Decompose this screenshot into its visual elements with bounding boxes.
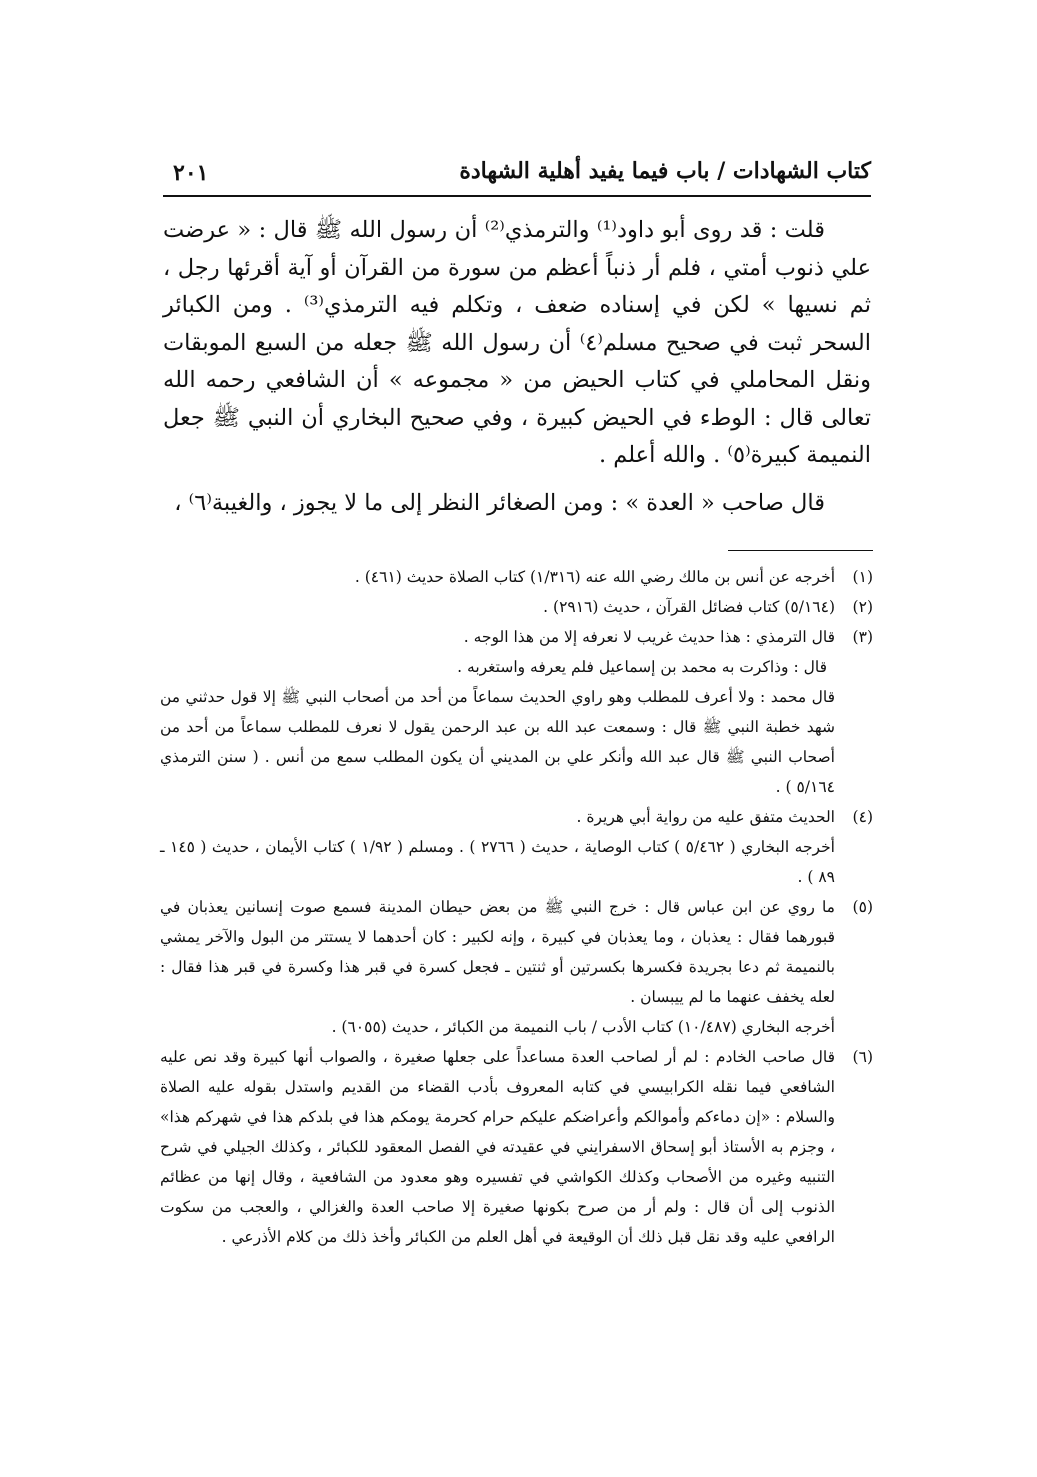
footnote-line: (٥/١٦٤) كتاب فضائل القرآن ، حديث (٢٩١٦) . [543,598,835,616]
footnote-number: (٢) [852,598,873,616]
footnote-line: قال : وذاكرت به محمد بن إسماعيل فلم يعرفه واستغربه . [457,658,827,676]
footnotes [160,562,873,1252]
page-number: ٢٠١ [173,160,209,186]
footnote-4 [160,802,873,892]
main-paragraph: قلت : قد روى أبو داود⁽¹⁾ والترمذي⁽²⁾ أن رسول الله ﷺ قال : « عرضت علي ذنوب أمتي ، فلم أر ذنباً أعظم من سورة من القرآن أو آية أقرئها رجل ، ثم نسيها » لكن في إسناده ضعف ، وتكلم فيه الترمذي⁽³⁾ . ومن الكبائر السحر ثبت في صحيح مسلم⁽٤⁾ أن رسول الله ﷺ جعله من السبع الموبقات ونقل المحاملي في كتاب الحيض من « مجموعه » أن الشافعي رحمه الله تعالى قال : الوطء في الحيض كبيرة ، وفي صحيح البخاري أن النبي ﷺ جعل النميمة كبيرة⁽٥⁾ . والله أعلم . [163,217,871,468]
footnote-line: أخرجه عن أنس بن مالك رضي الله عنه (١/٣١٦) كتاب الصلاة حديث (٤٦١) . [354,568,835,586]
main-paragraph: قال صاحب « العدة » : ومن الصغائر النظر إلى ما لا يجوز ، والغيبة⁽٦⁾ ، [174,489,825,516]
footnote-line: قال الترمذي : هذا حديث غريب لا نعرفه إلا من هذا الوجه . [463,628,835,646]
footnote-line: قال محمد : ولا أعرف للمطلب وهو راوي الحديث سماعاً من أحد من أصحاب النبي ﷺ إلا قول حدثني من شهد خطبة النبي ﷺ قال : وسمعت عبد الله بن عبد الرحمن يقول لا نعرف للمطلب سماعاً من أحد من أصحاب النبي ﷺ قال عبد الله وأنكر علي بن المديني أن يكون المطلب سمع من أنس . ( سنن الترمذي ٥/١٦٤ ) . [160,688,835,796]
footnote-number: (٤) [852,808,873,826]
footnote-3 [160,622,873,802]
footnote-line: أخرجه البخاري (١٠/٤٨٧) كتاب الأدب / باب النميمة من الكبائر ، حديث (٦٠٥٥) . [331,1018,835,1036]
footnote-2 [160,592,873,622]
footnote-6 [160,1042,873,1252]
chapter-title: كتاب الشهادات / باب فيما يفيد أهلية الشهادة [459,158,871,184]
footnote-separator [728,550,873,551]
footnote-number: (٥) [852,898,873,916]
footnote-line: الحديث متفق عليه من رواية أبي هريرة . [576,808,835,826]
footnote-1 [160,562,873,592]
footnote-5 [160,892,873,1042]
footnote-line: ما روي عن ابن عباس قال : خرج النبي ﷺ من بعض حيطان المدينة فسمع صوت إنسانين يعذبان في قبورهما فقال : يعذبان ، وما يعذبان في كبيرة ، وإنه لكبير : كان أحدهما لا يستتر من البول والآخر يمشي بالنميمة ثم دعا بجريدة فكسرها بكسرتين أو ثنتين ـ فجعل كسرة في قبر هذا وكسرة في قبر هذا فقال : لعله يخفف عنهما ما لم ييبسان . [160,898,835,1006]
header-rule [163,195,871,197]
footnote-number: (٦) [852,1048,873,1066]
running-header [163,150,871,190]
main-text [163,212,871,522]
footnote-line: قال صاحب الخادم : لم أر لصاحب العدة مساعداً على جعلها صغيرة ، والصواب أنها كبيرة وقد نص عليه الشافعي فيما نقله الكرابيسي في كتابه المعروف بأدب القضاء من القديم واستدل بقوله عليه الصلاة والسلام : «إن دماءكم وأموالكم وأعراضكم عليكم حرام كحرمة يومكم هذا في بلدكم هذا في شهركم هذا» ، وجزم به الأستاذ أبو إسحاق الاسفرايني في عقيدته في الفصل المعقود للكبائر ، وكذلك الجيلي في شرح التنبيه وغيره من الأصحاب وكذلك الكواشي في تفسيره وهو معدود من الشافعية ، وقال إنها من عظائم الذنوب إلى أن قال : ولم أر من صرح بكونها صغيرة إلا صاحب العدة والغزالي ، والعجب من سكوت الرافعي عليه وقد نقل قبل ذلك أن الوقيعة في أهل العلم من الكبائر وأخذ ذلك من كلام الأذرعي . [160,1048,835,1246]
footnote-number: (١) [852,568,873,586]
footnote-line: أخرجه البخاري ( ٥/٤٦٢ ) كتاب الوصاية ، حديث ( ٢٧٦٦ ) . ومسلم ( ١/٩٢ ) كتاب الأيمان ، حديث ( ١٤٥ ـ ٨٩ ) . [160,838,835,886]
footnote-number: (٣) [852,628,873,646]
